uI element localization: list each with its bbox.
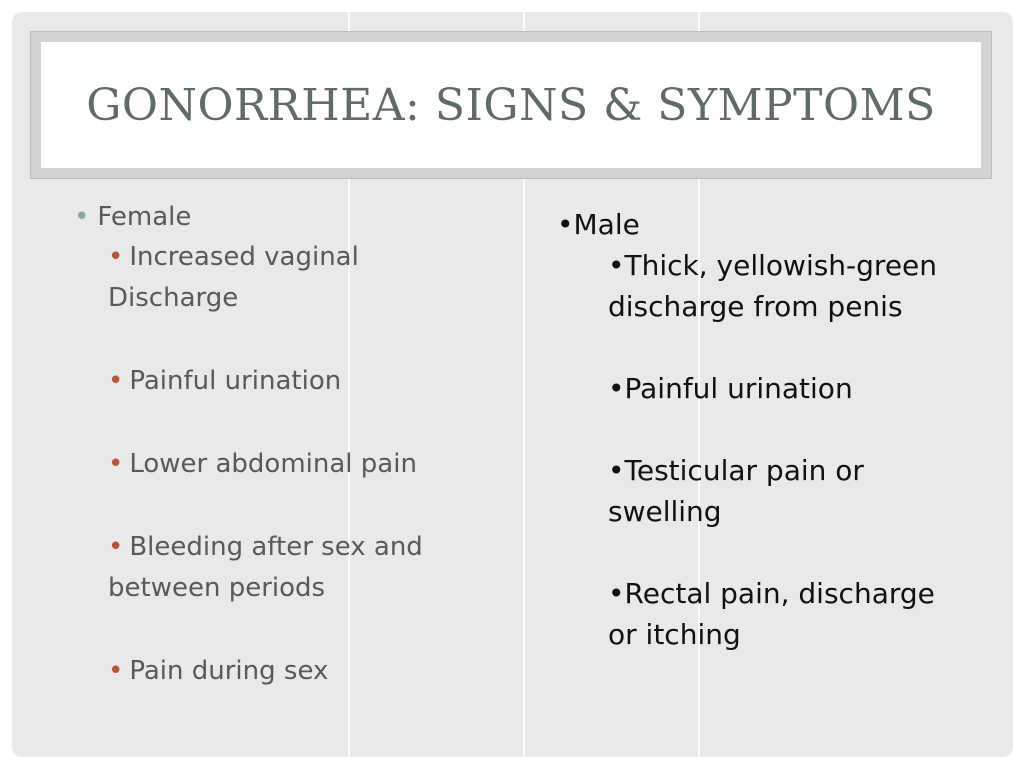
female-symptom-item xyxy=(108,237,494,319)
bullet-icon: • xyxy=(608,577,625,610)
title-box xyxy=(41,42,981,168)
bullet-icon: • xyxy=(608,372,625,405)
bullet-icon: • xyxy=(108,449,124,479)
female-heading: Female xyxy=(97,202,192,232)
bullet-icon: • xyxy=(608,249,625,282)
female-symptom-item xyxy=(108,361,494,402)
female-symptom-item xyxy=(108,527,494,609)
female-symptom-item xyxy=(108,444,494,485)
female-symptom-text: Painful urination xyxy=(129,366,342,396)
male-symptom-item xyxy=(608,368,957,409)
bullet-icon: • xyxy=(74,202,90,232)
bullet-icon: • xyxy=(557,208,574,241)
female-symptom-text: Increased vaginal Discharge xyxy=(108,242,359,313)
male-symptom-text: Painful urination xyxy=(624,372,853,405)
female-symptom-text: Pain during sex xyxy=(129,656,329,686)
male-symptom-text: Thick, yellowish-green discharge from penis xyxy=(608,249,938,323)
male-column xyxy=(557,204,957,696)
bullet-icon: • xyxy=(108,532,124,562)
male-symptom-item xyxy=(608,245,957,327)
slide-title: GONORRHEA: SIGNS & SYMPTOMS xyxy=(86,79,936,131)
male-symptom-text: Rectal pain, discharge or itching xyxy=(608,577,935,651)
slide xyxy=(12,12,1013,757)
female-heading-item xyxy=(74,198,494,236)
bullet-icon: • xyxy=(108,656,124,686)
male-heading: Male xyxy=(573,208,640,241)
male-heading-item xyxy=(557,204,957,245)
bullet-icon: • xyxy=(108,366,124,396)
title-frame xyxy=(30,31,992,179)
female-symptom-text: Lower abdominal pain xyxy=(129,449,417,479)
female-symptom-item xyxy=(108,651,494,692)
male-symptom-item xyxy=(608,450,957,532)
male-symptom-item xyxy=(608,573,957,655)
bullet-icon: • xyxy=(608,454,625,487)
female-symptom-text: Bleeding after sex and between periods xyxy=(108,532,423,603)
bullet-icon: • xyxy=(108,242,124,272)
male-symptom-text: Testicular pain or swelling xyxy=(608,454,864,528)
female-column xyxy=(74,198,494,734)
